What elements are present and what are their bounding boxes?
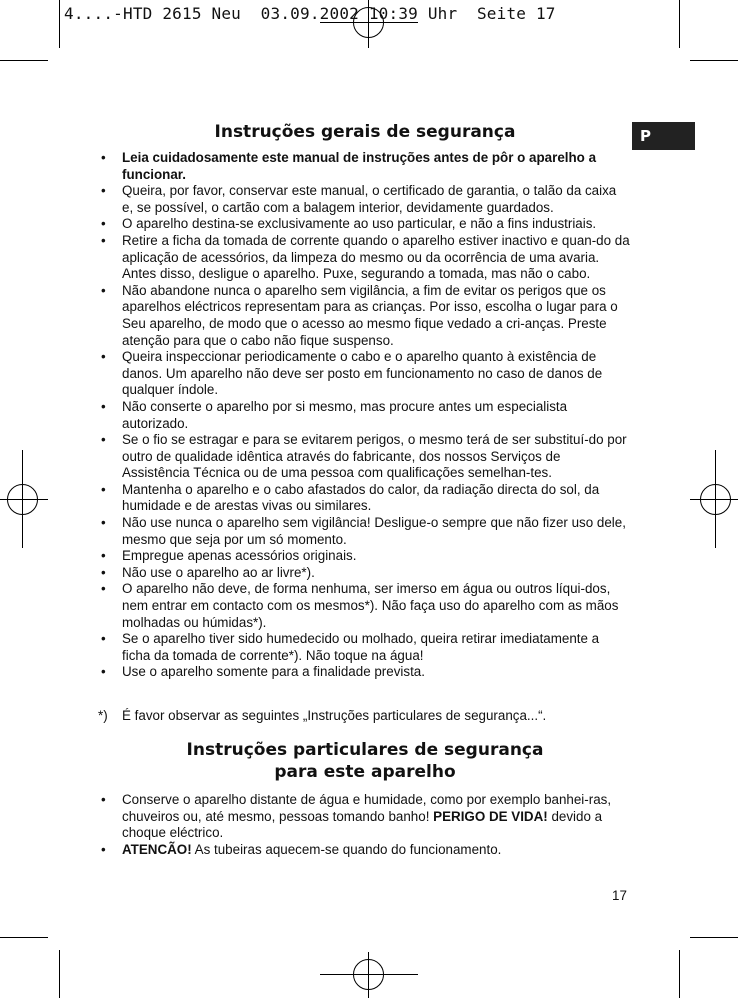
- list-item: • Não abandone nunca o aparelho sem vigilância, a fim de evitar os perigos que os aparelhos eléctricos representam para as crianças. Por isso, escolha o lugar para o Seu aparelho, de modo que o acesso ao mesmo fique vedado a cri-anças. Preste atenção para que o cabo não fique suspenso.: [98, 283, 630, 349]
- crop-mark-bottom-right-v: [679, 950, 680, 998]
- section-title-particular-line2: para este aparelho: [274, 762, 456, 782]
- list-item: • Mantenha o aparelho e o cabo afastados do calor, da radiação directa do sol, da humidade e de arestas vivas ou similares.: [98, 482, 630, 515]
- print-header: 4....-HTD 2615 Neu 03.09.2002 10:39 Uhr Seite 17: [64, 4, 556, 23]
- list-item: • Não use nunca o aparelho sem vigilância! Desligue-o sempre que não fizer uso dele, mesmo que seja por um só momento.: [98, 515, 630, 548]
- list-item: • Empregue apenas acessórios originais.: [98, 548, 630, 565]
- general-safety-list: [98, 150, 630, 681]
- list-item: • Leia cuidadosamente este manual de instruções antes de pôr o aparelho a funcionar.: [98, 150, 630, 183]
- footnote-marker: *): [98, 708, 108, 723]
- list-item: • ATENCÃO! As tubeiras aquecem-se quando do funcionamento.: [98, 842, 630, 859]
- section-title-particular: [100, 739, 630, 783]
- footnote-text: É favor observar as seguintes „Instruções particulares de segurança...“.: [122, 708, 547, 723]
- crop-mark-top-right-v: [679, 0, 680, 48]
- crop-mark-bottom-right-h: [690, 937, 738, 938]
- language-tab: P: [632, 122, 695, 150]
- crop-mark-top-right-h: [690, 60, 738, 61]
- list-item: • Se o aparelho tiver sido humedecido ou molhado, queira retirar imediatamente a ficha da tomada de corrente*). Não toque na água!: [98, 631, 630, 664]
- crop-mark-top-left-h: [0, 60, 48, 61]
- crop-mark-top-left-v: [59, 0, 60, 48]
- page-number: 17: [612, 888, 627, 903]
- list-item: • Retire a ficha da tomada de corrente quando o aparelho estiver inactivo e quan-do da aplicação de acessórios, da limpeza do mesmo ou da ocorrência de uma avaria. Antes disso, desligue o aparelho. Puxe, segurando a tomada, mas não o cabo.: [98, 233, 630, 283]
- registration-right-circle: [700, 484, 731, 515]
- list-item: • Não conserte o aparelho por si mesmo, mas procure antes um especialista autorizado.: [98, 399, 630, 432]
- list-item: • O aparelho não deve, de forma nenhuma, ser imerso em água ou outros líqui-dos, nem entrar em contacto com os mesmos*). Não faça uso do aparelho com as mãos molhadas ou húmidas*).: [98, 581, 630, 631]
- list-item: • Não use o aparelho ao ar livre*).: [98, 565, 630, 582]
- list-item: • Queira inspeccionar periodicamente o cabo e o aparelho quanto à existência de danos. Um aparelho não deve ser posto em funcionamento no caso de danos de qualquer índole.: [98, 349, 630, 399]
- section-title-general: Instruções gerais de segurança: [214, 122, 516, 142]
- list-item: • O aparelho destina-se exclusivamente ao uso particular, e não a fins industriais.: [98, 216, 630, 233]
- list-item: • Queira, por favor, conservar este manual, o certificado de garantia, o talão da caixa e, se possível, o cartão com a balagem interior, devidamente guardados.: [98, 183, 630, 216]
- list-item: • Se o fio se estragar e para se evitarem perigos, o mesmo terá de ser substituí-do por outro de qualidade idêntica através do fabricante, dos nossos Serviços de Assistência Técnica ou de uma pessoa com qualificações semelhan-tes.: [98, 432, 630, 482]
- list-item: • Conserve o aparelho distante de água e humidade, como por exemplo banhei-ras, chuveiros ou, até mesmo, pessoas tomando banho! PERIGO DE VIDA! devido a choque eléctrico.: [98, 792, 630, 842]
- footnote: [98, 708, 546, 725]
- list-item: • Use o aparelho somente para a finalidade prevista.: [98, 664, 630, 681]
- crop-mark-bottom-left-v: [59, 950, 60, 998]
- registration-bottom-circle: [353, 959, 384, 990]
- crop-mark-bottom-left-h: [0, 937, 48, 938]
- particular-safety-list: [98, 792, 630, 858]
- section-title-particular-line1: Instruções particulares de segurança: [186, 740, 544, 760]
- registration-left-circle: [7, 484, 38, 515]
